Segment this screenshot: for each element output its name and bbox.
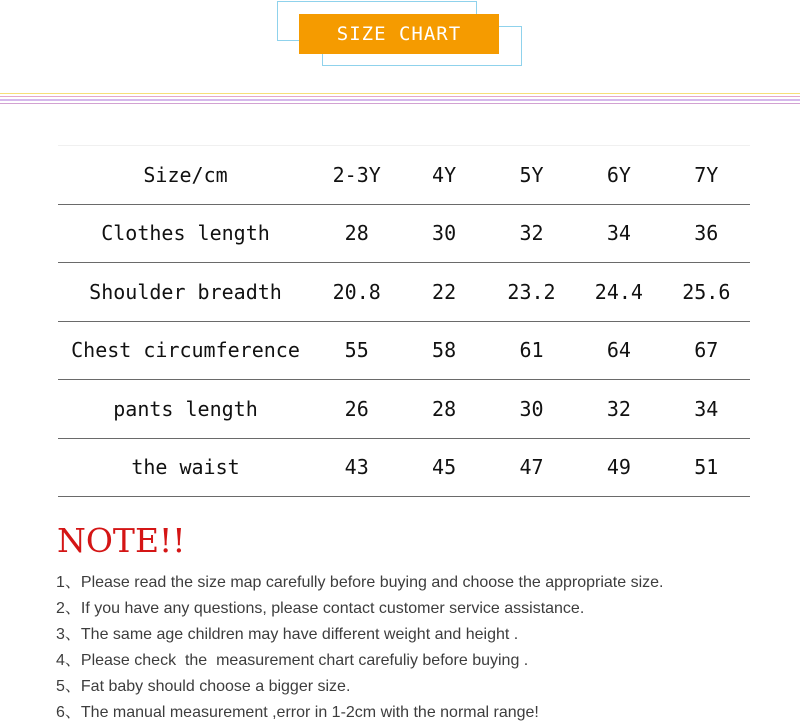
divider-stripe	[0, 103, 800, 104]
table-cell: 24.4	[575, 263, 662, 322]
row-label: Clothes length	[58, 204, 313, 263]
table-cell: 58	[400, 321, 487, 380]
table-cell: 45	[400, 438, 487, 497]
table-row	[58, 263, 750, 322]
column-header: Size/cm	[58, 146, 313, 205]
table-cell: 22	[400, 263, 487, 322]
note-item: 3、The same age children may have different weight and height .	[56, 626, 519, 643]
table-cell: 67	[663, 321, 750, 380]
table-row	[58, 204, 750, 263]
column-header: 4Y	[400, 146, 487, 205]
table-cell: 28	[400, 380, 487, 439]
table-cell: 47	[488, 438, 575, 497]
table-cell: 23.2	[488, 263, 575, 322]
row-label: the waist	[58, 438, 313, 497]
table-cell: 49	[575, 438, 662, 497]
table-row	[58, 438, 750, 497]
row-label: pants length	[58, 380, 313, 439]
note-item: 2、If you have any questions, please contact customer service assistance.	[56, 600, 585, 617]
size-table	[58, 145, 750, 497]
size-chart-banner: SIZE CHART	[299, 14, 499, 54]
note-item: 4、Please check the measurement chart carefuliy before buying .	[56, 652, 529, 669]
note-item: 1、Please read the size map carefully before buying and choose the appropriate size.	[56, 574, 664, 591]
table-cell: 28	[313, 204, 400, 263]
table-cell: 25.6	[663, 263, 750, 322]
table-cell: 61	[488, 321, 575, 380]
divider-stripe	[0, 93, 800, 94]
note-item: 6、The manual measurement ,error in 1-2cm with the normal range!	[56, 704, 539, 721]
note-list	[56, 570, 663, 726]
table-cell: 34	[663, 380, 750, 439]
table-cell: 20.8	[313, 263, 400, 322]
table-cell: 32	[488, 204, 575, 263]
table-cell: 30	[400, 204, 487, 263]
table-cell: 36	[663, 204, 750, 263]
table-row	[58, 380, 750, 439]
row-label: Shoulder breadth	[58, 263, 313, 322]
divider-stripe	[0, 99, 800, 101]
divider-stripe	[0, 96, 800, 97]
column-header: 2-3Y	[313, 146, 400, 205]
table-header-row	[58, 146, 750, 205]
table-cell: 26	[313, 380, 400, 439]
note-title: NOTE!!	[57, 521, 186, 560]
column-header: 6Y	[575, 146, 662, 205]
column-header: 5Y	[488, 146, 575, 205]
note-item: 5、Fat baby should choose a bigger size.	[56, 678, 351, 695]
table-cell: 55	[313, 321, 400, 380]
table-cell: 51	[663, 438, 750, 497]
table-cell: 64	[575, 321, 662, 380]
table-cell: 30	[488, 380, 575, 439]
column-header: 7Y	[663, 146, 750, 205]
table-row	[58, 321, 750, 380]
table-cell: 43	[313, 438, 400, 497]
table-cell: 34	[575, 204, 662, 263]
row-label: Chest circumference	[58, 321, 313, 380]
table-cell: 32	[575, 380, 662, 439]
